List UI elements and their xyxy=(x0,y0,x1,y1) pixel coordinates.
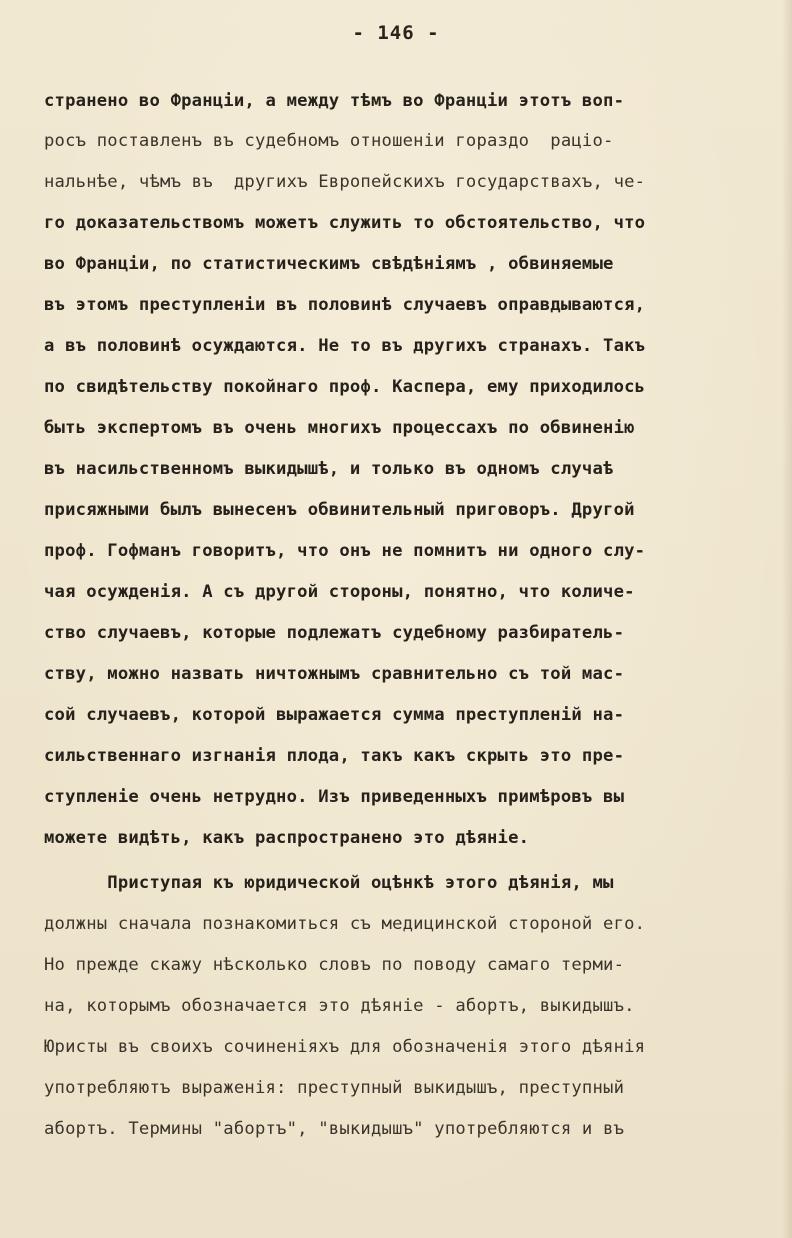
text-line: въ насильственномъ выкидышѣ, и только въ одномъ случаѣ xyxy=(44,459,614,479)
text-line: го доказательствомъ можетъ служить то обстоятельство, что xyxy=(44,213,646,233)
text-line: странено во Франціи, а между тѣмъ во Франціи этотъ воп- xyxy=(44,91,625,111)
text-line: по свидѣтельству покойнаго проф. Каспера, ему приходилось xyxy=(44,377,646,397)
text-line: Юристы въ своихъ сочиненіяхъ для обозначенія этого дѣянія xyxy=(44,1037,646,1057)
text-line: ступленіе очень нетрудно. Изъ приведенныхъ примѣровъ вы xyxy=(44,787,625,807)
text-line: быть экспертомъ въ очень многихъ процессахъ по обвиненію xyxy=(44,418,635,438)
text-line: Но прежде скажу нѣсколько словъ по поводу самаго терми- xyxy=(44,955,625,975)
text-line: Приступая къ юридической оцѣнкѣ этого дѣянія, мы xyxy=(44,873,614,893)
text-line: присяжными былъ вынесенъ обвинительный приговоръ. Другой xyxy=(44,500,635,520)
page-number: - 146 - xyxy=(352,22,440,44)
text-line: чая осужденія. А съ другой стороны, понятно, что количе- xyxy=(44,582,635,602)
text-line: проф. Гофманъ говоритъ, что онъ не помнитъ ни одного слу- xyxy=(44,541,646,561)
text-line: на, которымъ обозначается это дѣяніе - абортъ, выкидышъ. xyxy=(44,996,635,1016)
text-line: можете видѣть, какъ распространено это дѣяніе. xyxy=(44,828,530,848)
text-line: абортъ. Термины "абортъ", "выкидышъ" употребляются и въ xyxy=(44,1119,625,1139)
text-line: а въ половинѣ осуждаются. Не то въ другихъ странахъ. Такъ xyxy=(44,336,646,356)
text-line: ство случаевъ, которые подлежатъ судебному разбиратель- xyxy=(44,623,625,643)
text-line: сой случаевъ, которой выражается сумма преступленій на- xyxy=(44,705,625,725)
text-line: росъ поставленъ въ судебномъ отношеніи гораздо раціо- xyxy=(44,131,614,151)
text-line: ству, можно назвать ничтожнымъ сравнительно съ той мас- xyxy=(44,664,625,684)
text-line: нальнѣе, чѣмъ въ другихъ Европейскихъ государствахъ, че- xyxy=(44,172,646,192)
page-edge-shadow xyxy=(782,0,792,1238)
text-line: употребляютъ выраженія: преступный выкидышъ, преступный xyxy=(44,1078,625,1098)
text-line: должны сначала познакомиться съ медицинской стороной его. xyxy=(44,914,646,934)
text-line: во Франціи, по статистическимъ свѣдѣніямъ , обвиняемые xyxy=(44,254,614,274)
text-line: сильственнаго изгнанія плода, такъ какъ скрыть это пре- xyxy=(44,746,625,766)
text-line: въ этомъ преступленіи въ половинѣ случаевъ оправдываются, xyxy=(44,295,646,315)
